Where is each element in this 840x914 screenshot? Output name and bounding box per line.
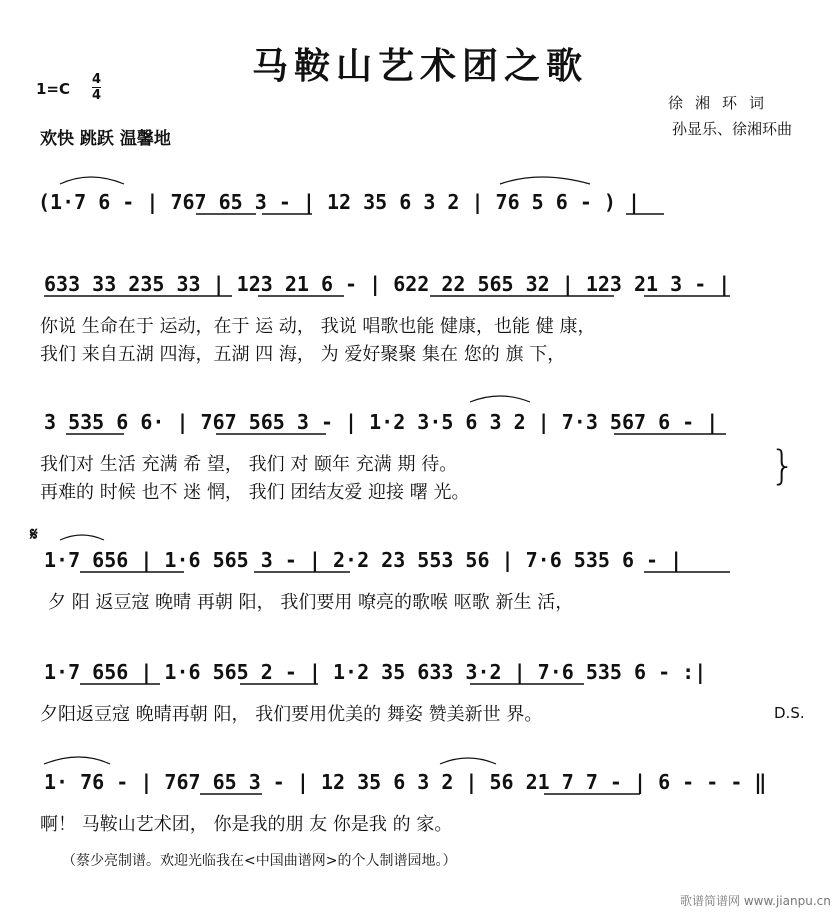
- lyricist-credit: 徐湘环词: [668, 94, 777, 112]
- dal-segno-mark: D.S.: [774, 704, 805, 722]
- lyric-line-5: 夕阳返豆寇 晚晴再朝 阳， 我们要用优美的 舞姿 赞美新世 界。: [40, 704, 543, 725]
- notation-line-5: 1·7 656 | 1·6 565 2 - | 1·2 35 633 3·2 | 7·6 535 6 - :|: [44, 660, 707, 684]
- slur-mark: [470, 396, 530, 402]
- lyric-line-6: 啊！ 马鞍山艺术团， 你是我的朋 友 你是我 的 家。: [40, 814, 453, 835]
- lyric-line-4: 夕 阳 返豆寇 晚晴 再朝 阳， 我们要用 嘹亮的歌喉 呕歌 新生 活，: [48, 592, 574, 613]
- lyric-line-3-verse-1: 我们对 生活 充满 希 望， 我们 对 颐年 充满 期 待。: [40, 454, 458, 475]
- segno-sign: 𝄋: [30, 524, 38, 545]
- notation-line-2: 633 33 235 33 | 123 21 6 - | 622 22 565 32 | 123 21 3 - |: [44, 272, 731, 296]
- slur-mark: [500, 177, 590, 184]
- notation-line-4: 1·7 656 | 1·6 565 3 - | 2·2 23 553 56 | 7·6 535 6 - |: [44, 548, 683, 572]
- composer-credit: 孙显乐、徐湘环曲: [672, 120, 793, 138]
- slur-mark: [440, 758, 496, 764]
- slur-mark: [60, 177, 124, 184]
- key-signature: 1=C: [36, 80, 71, 98]
- lyric-line-2-verse-2: 我们 来自五湖 四海，五湖 四 海， 为 爱好聚聚 集在 您的 旗 下，: [40, 344, 566, 365]
- notation-line-6: 1· 76 - | 767 65 3 - | 12 35 6 3 2 | 56 21 7 7 - | 6 - - - ‖: [44, 770, 767, 794]
- repeat-brace: }: [770, 443, 796, 489]
- time-signature-top: 4: [92, 72, 102, 87]
- site-watermark: 歌谱简谱网 www.jianpu.cn: [680, 894, 831, 908]
- notation-line-1: (1·7 6 - | 767 65 3 - | 12 35 6 3 2 | 76 5 6 - ) |: [38, 190, 641, 214]
- transcriber-credit: （蔡少亮制谱。欢迎光临我在<中国曲谱网>的个人制谱园地。）: [62, 853, 457, 869]
- song-title: 马鞍山艺术团之歌: [251, 46, 588, 87]
- slur-mark: [44, 757, 110, 764]
- lyric-line-2-verse-1: 你说 生命在于 运动，在于 运 动， 我说 唱歌也能 健康，也能 健 康，: [40, 316, 596, 337]
- tempo-marking: 欢快 跳跃 温馨地: [40, 129, 171, 149]
- notation-line-3: 3 535 6 6· | 767 565 3 - | 1·2 3·5 6 3 2 | 7·3 567 6 - |: [44, 410, 719, 434]
- time-signature-bottom: 4: [92, 88, 102, 103]
- slur-mark: [60, 535, 104, 540]
- lyric-line-3-verse-2: 再难的 时候 也不 迷 惘， 我们 团结友爱 迎接 曙 光。: [40, 482, 470, 503]
